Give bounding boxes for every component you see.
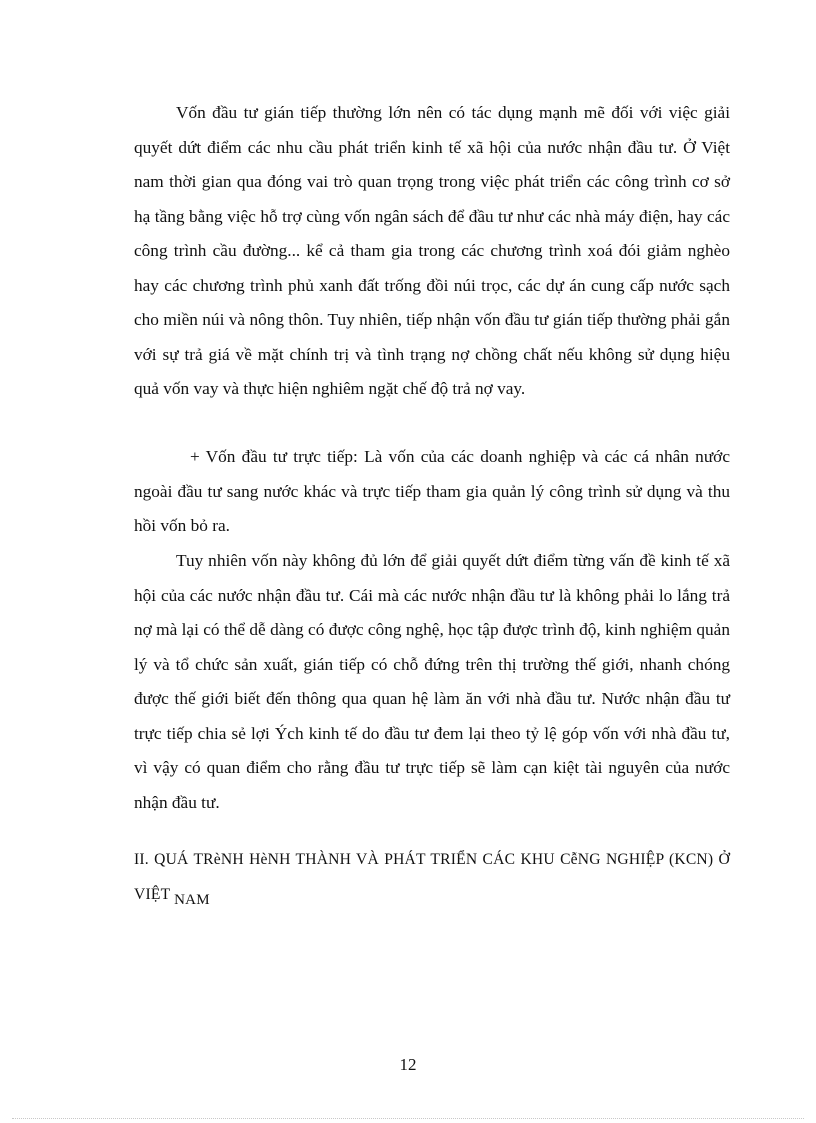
paragraph-direct-investment-definition: + Vốn đầu tư trực tiếp: Là vốn của các doanh nghiệp và các cá nhân nước ngoài đầu tư sang nước khác và trực tiếp tham gia quản lý công trình sử dụng và thu hồi vốn bỏ ra.: [134, 447, 730, 535]
body-text-block-3: [134, 544, 730, 820]
page-bottom-divider: [12, 1118, 804, 1119]
paragraph-direct-investment-effects: Tuy nhiên vốn này không đủ lớn để giải quyết dứt điểm từng vấn đề kinh tế xã hội của các nước nhận đầu tư. Cái mà các nước nhận đầu tư là không phải lo lắng trả nợ mà lại có thể dễ dàng có được công nghệ, học tập được trình độ, kinh nghiệm quản lý và tổ chức sản xuất, gián tiếp có chỗ đứng trên thị trường thế giới, nhanh chóng được thế giới biết đến thông qua quan hệ làm ăn với nhà đầu tư. Nước nhận đầu tư trực tiếp chia sẻ lợi Ých kinh tế do đầu tư đem lại theo tỷ lệ góp vốn với nhà đầu tư, vì vậy có quan điểm cho rằng đầu tư trực tiếp sẽ làm cạn kiệt tài nguyên của nước nhận đầu tư.: [134, 551, 730, 812]
paragraph-indirect-investment: Vốn đầu tư gián tiếp thường lớn nên có tác dụng mạnh mẽ đối với việc giải quyết dứt điểm các nhu cầu phát triển kinh tế xã hội của nước nhận đầu tư. Ở Việt nam thời gian qua đóng vai trò quan trọng trong việc phát triển các công trình cơ sở hạ tầng bằng việc hỗ trợ cùng vốn ngân sách để đầu tư như các nhà máy điện, hay các công trình cầu đường... kể cả tham gia trong các chương trình xoá đói giảm nghèo hay các chương trình phủ xanh đất trống đồi núi trọc, các dự án cung cấp nước sạch cho miền núi và nông thôn. Tuy nhiên, tiếp nhận vốn đầu tư gián tiếp thường phải gắn với sự trả giá về mặt chính trị và tình trạng nợ chồng chất nếu không sử dụng hiệu quả vốn vay và thực hiện nghiêm ngặt chế độ trả nợ vay.: [134, 103, 730, 398]
section-heading: [134, 843, 730, 912]
section-heading-tail: NAM: [174, 891, 210, 908]
body-text-block-2: [134, 440, 730, 544]
section-heading-main: II. QUÁ TRèNH HèNH THÀNH VÀ PHÁT TRIỂN CÁC KHU CễNG NGHIỆP (KCN) Ở VIỆT: [134, 851, 730, 903]
body-text-block-1: [134, 96, 730, 407]
page-number: 12: [399, 1055, 417, 1074]
